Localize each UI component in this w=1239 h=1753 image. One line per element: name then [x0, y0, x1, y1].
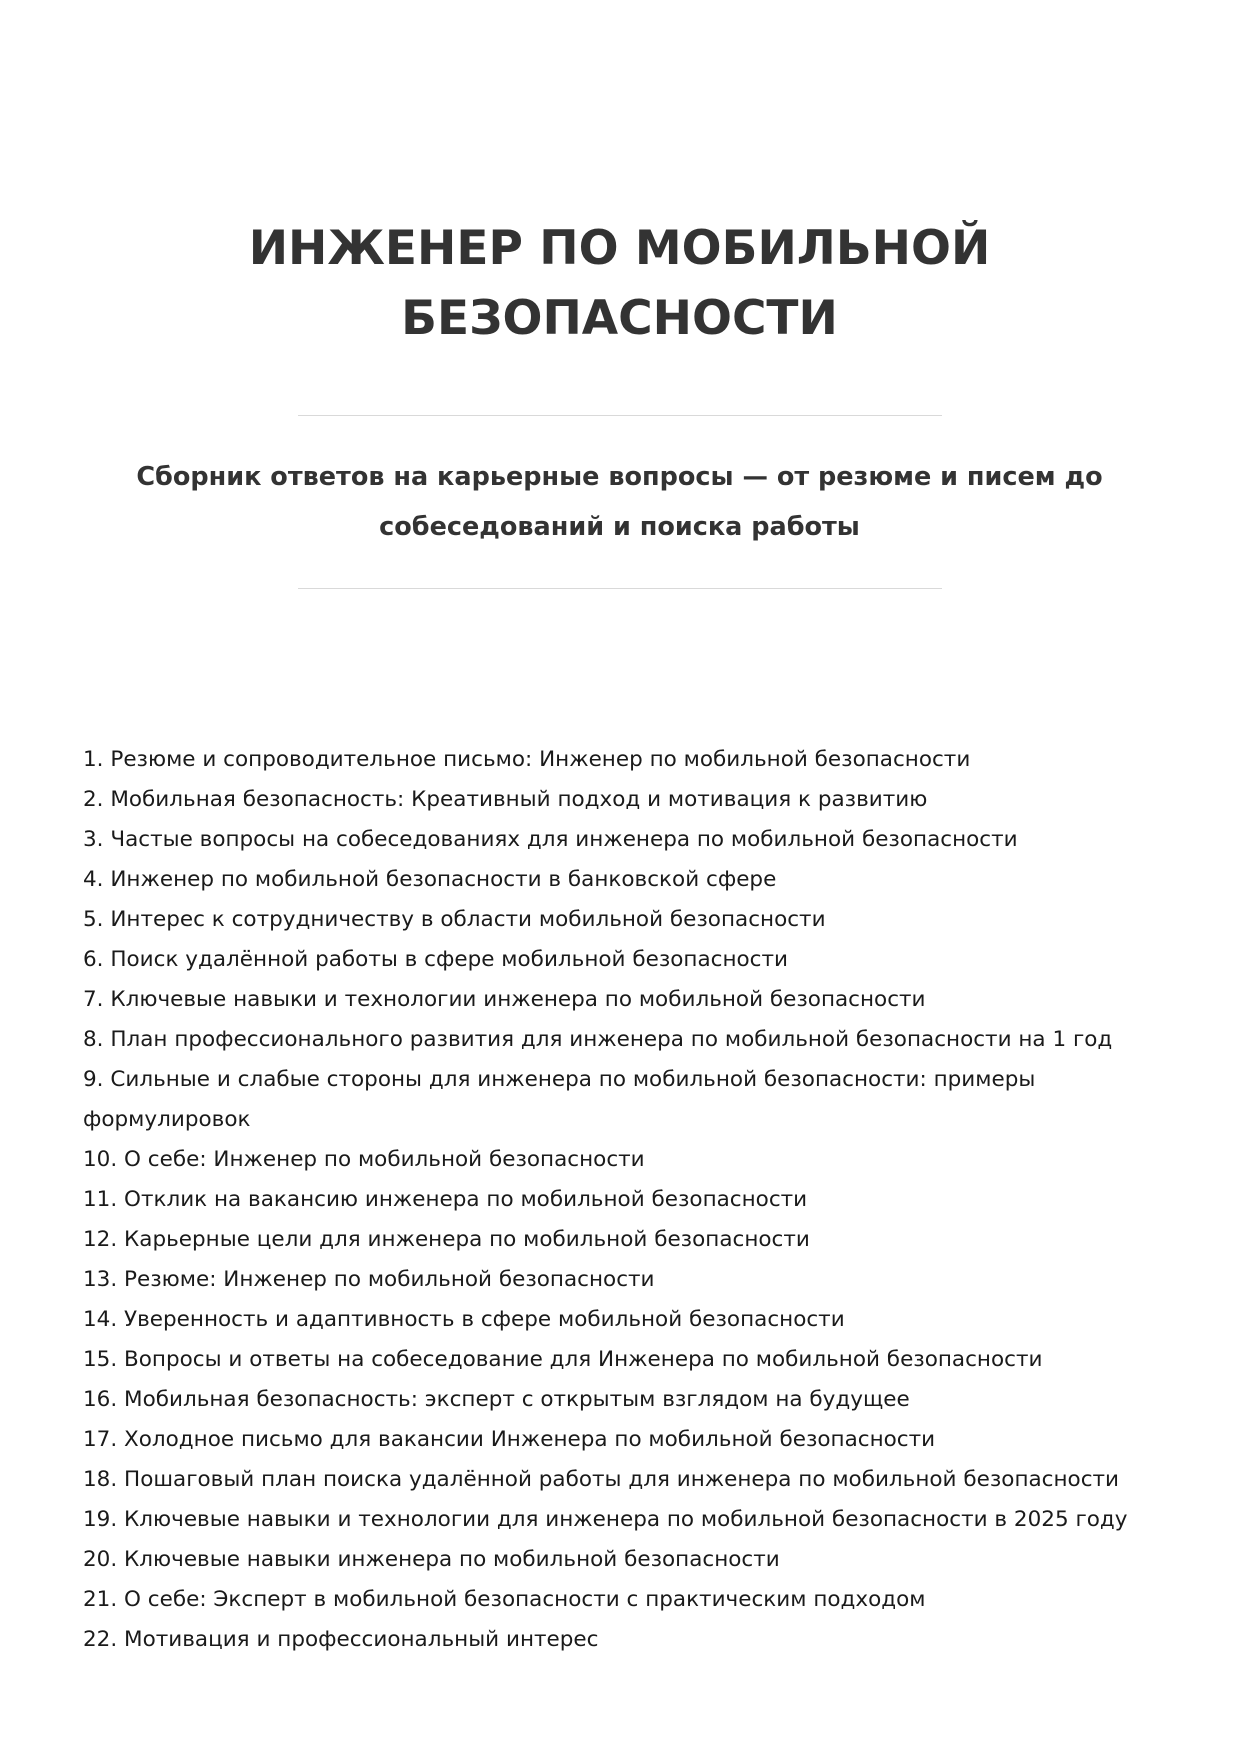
toc-item: 6. Поиск удалённой работы в сфере мобильной безопасности: [83, 947, 788, 972]
toc-item-continuation: формулировок: [83, 1107, 251, 1132]
toc-item: 3. Частые вопросы на собеседованиях для инженера по мобильной безопасности: [83, 827, 1018, 852]
toc-item: 16. Мобильная безопасность: эксперт с открытым взглядом на будущее: [83, 1387, 910, 1412]
toc-item: 14. Уверенность и адаптивность в сфере мобильной безопасности: [83, 1307, 845, 1332]
table-of-contents: [83, 740, 1163, 1660]
divider-top: [298, 415, 942, 416]
toc-item: 9. Сильные и слабые стороны для инженера по мобильной безопасности: примеры: [83, 1067, 1036, 1092]
toc-item: 1. Резюме и сопроводительное письмо: Инженер по мобильной безопасности: [83, 747, 971, 772]
title-line-1: ИНЖЕНЕР ПО МОБИЛЬНОЙ: [248, 221, 991, 277]
toc-item: 4. Инженер по мобильной безопасности в банковской сфере: [83, 867, 777, 892]
toc-item: 2. Мобильная безопасность: Креативный подход и мотивация к развитию: [83, 787, 928, 812]
toc-item: 22. Мотивация и профессиональный интерес: [83, 1627, 599, 1652]
title-line-2: БЕЗОПАСНОСТИ: [401, 291, 838, 347]
subtitle-line-1: Сборник ответов на карьерные вопросы — от резюме и писем до: [136, 462, 1103, 492]
toc-item: 15. Вопросы и ответы на собеседование для Инженера по мобильной безопасности: [83, 1347, 1043, 1372]
toc-item: 11. Отклик на вакансию инженера по мобильной безопасности: [83, 1187, 808, 1212]
subtitle: [100, 452, 1139, 552]
toc-item: 12. Карьерные цели для инженера по мобильной безопасности: [83, 1227, 810, 1252]
toc-item: 10. О себе: Инженер по мобильной безопасности: [83, 1147, 645, 1172]
toc-item: 17. Холодное письмо для вакансии Инженера по мобильной безопасности: [83, 1427, 936, 1452]
toc-item: 21. О себе: Эксперт в мобильной безопасности с практическим подходом: [83, 1587, 926, 1612]
toc-item: 13. Резюме: Инженер по мобильной безопасности: [83, 1267, 655, 1292]
toc-item: 20. Ключевые навыки инженера по мобильной безопасности: [83, 1547, 780, 1572]
page-title: [0, 214, 1239, 354]
toc-item: 19. Ключевые навыки и технологии для инженера по мобильной безопасности в 2025 году: [83, 1507, 1128, 1532]
toc-item: 7. Ключевые навыки и технологии инженера по мобильной безопасности: [83, 987, 926, 1012]
toc-item: 18. Пошаговый план поиска удалённой работы для инженера по мобильной безопасности: [83, 1467, 1120, 1492]
toc-item: 8. План профессионального развития для инженера по мобильной безопасности на 1 год: [83, 1027, 1113, 1052]
divider-bottom: [298, 588, 942, 589]
subtitle-line-2: собеседований и поиска работы: [379, 512, 860, 542]
toc-item: 5. Интерес к сотрудничеству в области мобильной безопасности: [83, 907, 826, 932]
